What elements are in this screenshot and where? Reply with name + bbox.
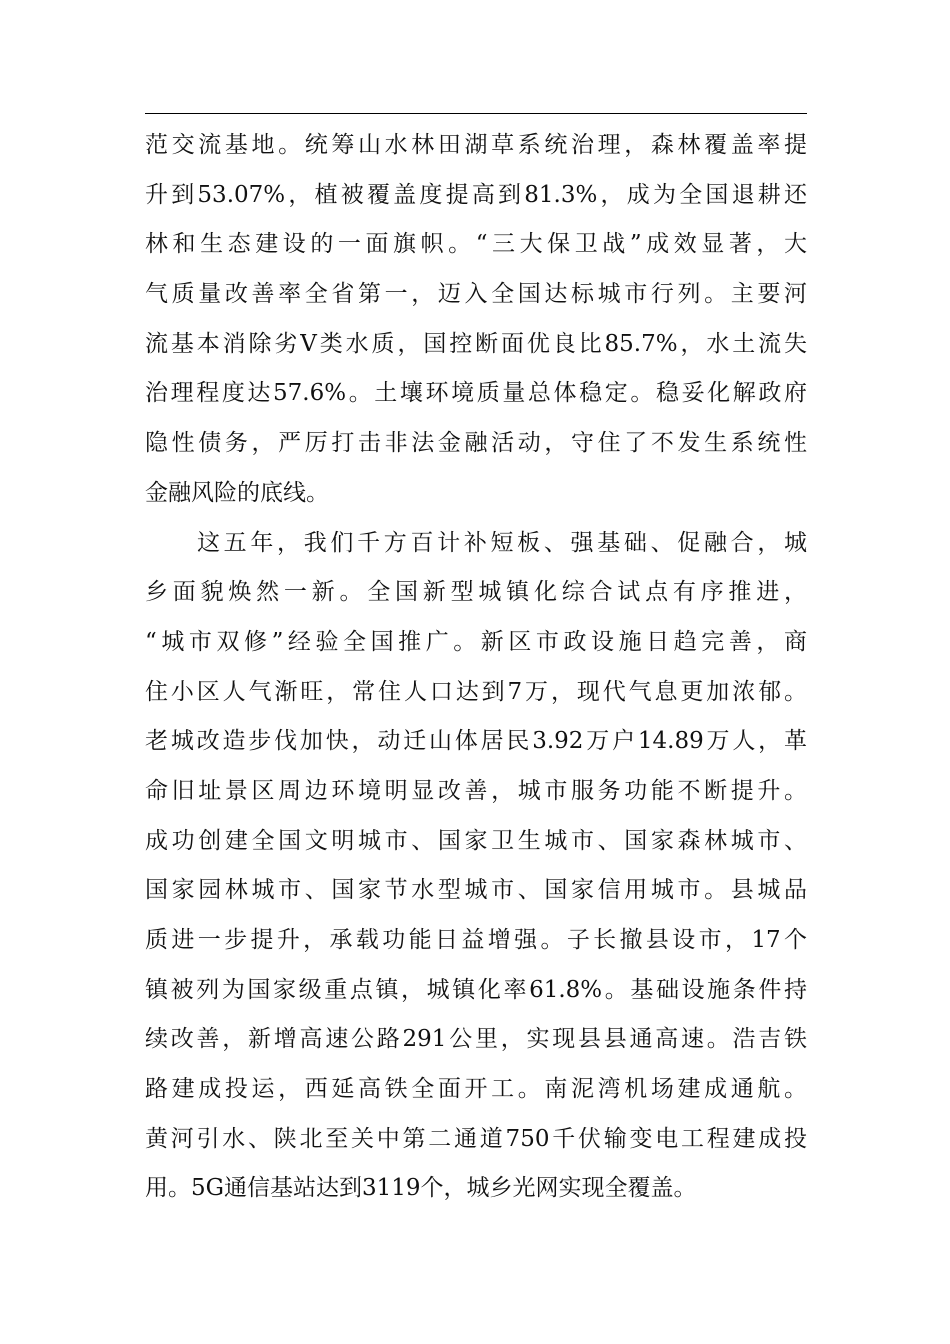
paragraph-urban-rural (145, 519, 807, 1215)
text-line: 国家园林城市、国家节水型城市、国家信用城市。县城品 (145, 877, 807, 904)
text-line: 路建成投运，西延高铁全面开工。南泥湾机场建成通航。 (145, 1076, 807, 1103)
text-line: 范交流基地。统筹山水林田湖草系统治理，森林覆盖率提 (145, 132, 807, 158)
text-line: 林和生态建设的一面旗帜。“三大保卫战”成效显著，大 (145, 231, 807, 258)
text-line: 镇被列为国家级重点镇，城镇化率61.8%。基础设施条件持 (145, 976, 807, 1003)
text-line: 升到53.07%，植被覆盖度提高到81.3%，成为全国退耕还 (145, 181, 807, 208)
header-rule (145, 113, 807, 114)
text-line: 乡面貌焕然一新。全国新型城镇化综合试点有序推进， (145, 579, 807, 606)
text-line: 黄河引水、陕北至关中第二通道750千伏输变电工程建成投 (145, 1125, 807, 1152)
text-line: 命旧址景区周边环境明显改善，城市服务功能不断提升。 (145, 777, 807, 804)
text-line: 成功创建全国文明城市、国家卫生城市、国家森林城市、 (145, 827, 807, 854)
text-line: 老城改造步伐加快，动迁山体居民3.92万户14.89万人，革 (145, 728, 807, 755)
text-line: 住小区人气渐旺，常住人口达到7万，现代气息更加浓郁。 (145, 678, 807, 705)
text-line: 气质量改善率全省第一，迈入全国达标城市行列。主要河 (145, 281, 807, 308)
text-line: “城市双修”经验全国推广。新区市政设施日趋完善，商 (145, 628, 807, 655)
text-line: 用。5G通信基站达到3119个，城乡光网实现全覆盖。 (145, 1175, 697, 1202)
text-line: 质进一步提升，承载功能日益增强。子长撤县设市，17个 (145, 927, 807, 953)
text-line: 隐性债务，严厉打击非法金融活动，守住了不发生系统性 (145, 430, 807, 457)
text-line: 续改善，新增高速公路291公里，实现县县通高速。浩吉铁 (145, 1026, 807, 1053)
document-body (145, 121, 807, 1214)
text-line: 金融风险的底线。 (145, 479, 329, 506)
text-line: 这五年，我们千方百计补短板、强基础、促融合，城 (197, 529, 807, 556)
text-line: 治理程度达57.6%。土壤环境质量总体稳定。稳妥化解政府 (145, 380, 807, 407)
text-line: 流基本消除劣V类水质，国控断面优良比85.7%，水土流失 (145, 330, 807, 357)
paragraph-ecology-finance (145, 121, 807, 519)
